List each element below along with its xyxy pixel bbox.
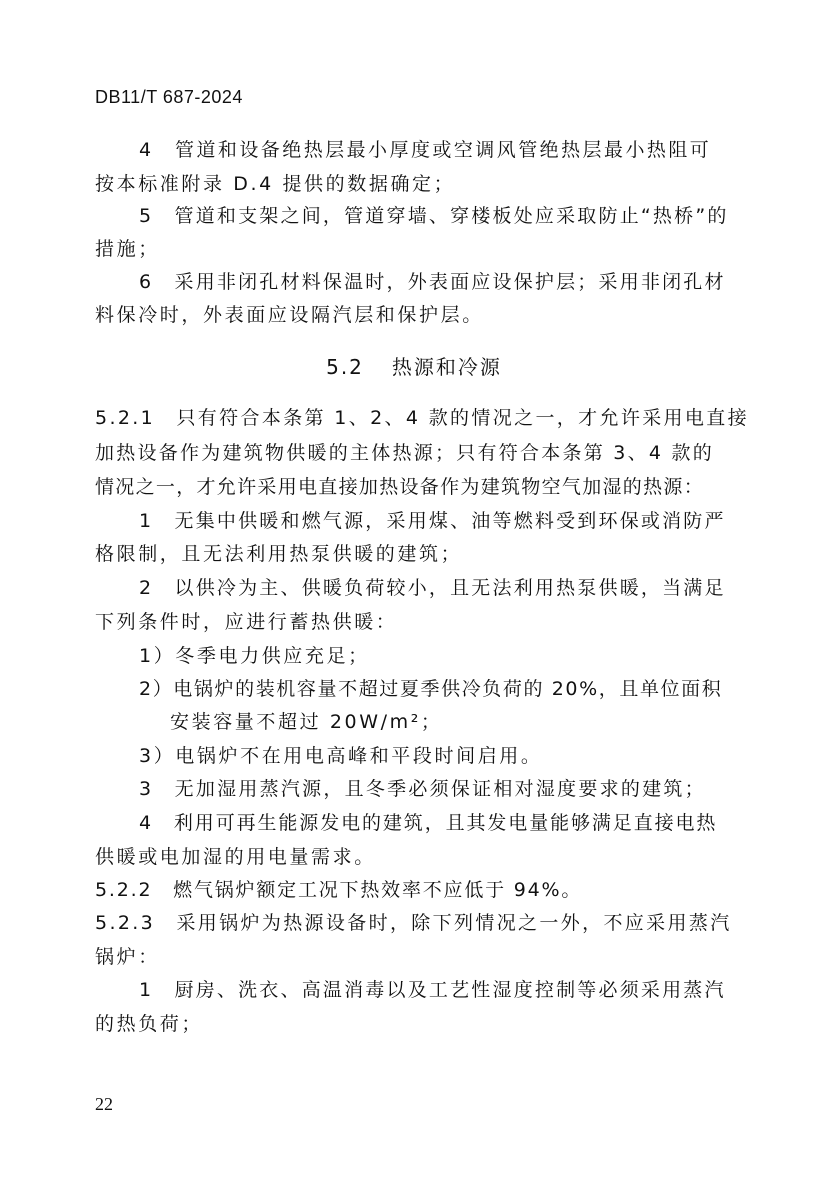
- sub-item-3: 3）电锅炉不在用电高峰和平段时间启用。: [139, 745, 543, 767]
- item-5-2-3-1-line-2: 的热负荷；: [95, 1013, 204, 1035]
- item-2-line-2: 下列条件时，应进行蓄热供暖：: [95, 611, 398, 633]
- article-5-2-2: 5.2.2 燃气锅炉额定工况下热效率不应低于 94%。: [95, 879, 583, 901]
- clause-6-line-2: 料保冷时，外表面应设隔汽层和保护层。: [95, 304, 484, 326]
- item-4-line-2: 供暖或电加湿的用电量需求。: [95, 846, 376, 868]
- sub-item-2-line-2: 安装容量不超过 20W/m²；: [170, 711, 443, 733]
- page-number: 22: [95, 1094, 113, 1114]
- section-heading: [0, 353, 828, 381]
- section-number: 5.2: [326, 355, 364, 379]
- item-3: 3 无加湿用蒸汽源，且冬季必须保证相对湿度要求的建筑；: [139, 778, 706, 800]
- sub-item-1: 1）冬季电力供应充足；: [139, 645, 370, 667]
- clause-5-line-1: 5 管道和支架之间，管道穿墙、穿楼板处应采取防止“热桥”的: [139, 205, 729, 227]
- article-5-2-3-line-1: 5.2.3 采用锅炉为热源设备时，除下列情况之一外，不应采用蒸汽: [95, 912, 732, 934]
- item-5-2-3-1-line-1: 1 厨房、洗衣、高温消毒以及工艺性湿度控制等必须采用蒸汽: [139, 979, 726, 1001]
- article-5-2-3-line-2: 锅炉：: [95, 946, 160, 968]
- article-5-2-1-line-1: 5.2.1 只有符合本条第 1、2、4 款的情况之一，才允许采用电直接: [95, 407, 749, 429]
- clause-5-line-2: 措施；: [95, 238, 160, 260]
- clause-4-line-1: 4 管道和设备绝热层最小厚度或空调风管绝热层最小热阻可: [139, 139, 712, 161]
- sub-item-2-line-1: 2）电锅炉的装机容量不超过夏季供冷负荷的 20%，且单位面积: [139, 678, 723, 700]
- clause-6-line-1: 6 采用非闭孔材料保温时，外表面应设保护层；采用非闭孔材: [139, 271, 726, 293]
- item-1-line-1: 1 无集中供暖和燃气源，采用煤、油等燃料受到环保或消防严: [139, 510, 726, 532]
- item-1-line-2: 格限制，且无法利用热泵供暖的建筑；: [95, 543, 463, 565]
- article-5-2-1-line-3: 情况之一，才允许采用电直接加热设备作为建筑物空气加湿的热源：: [95, 476, 705, 498]
- section-title: 热源和冷源: [391, 355, 502, 379]
- item-4-line-1: 4 利用可再生能源发电的建筑，且其发电量能够满足直接电热: [139, 812, 718, 834]
- standard-code-header: DB11/T 687-2024: [95, 87, 243, 107]
- item-2-line-1: 2 以供冷为主、供暖负荷较小，且无法利用热泵供暖，当满足: [139, 577, 726, 599]
- clause-4-line-2: 按本标准附录 D.4 提供的数据确定；: [95, 173, 456, 195]
- article-5-2-1-line-2: 加热设备作为建筑物供暖的主体热源；只有符合本条第 3、4 款的: [95, 442, 715, 464]
